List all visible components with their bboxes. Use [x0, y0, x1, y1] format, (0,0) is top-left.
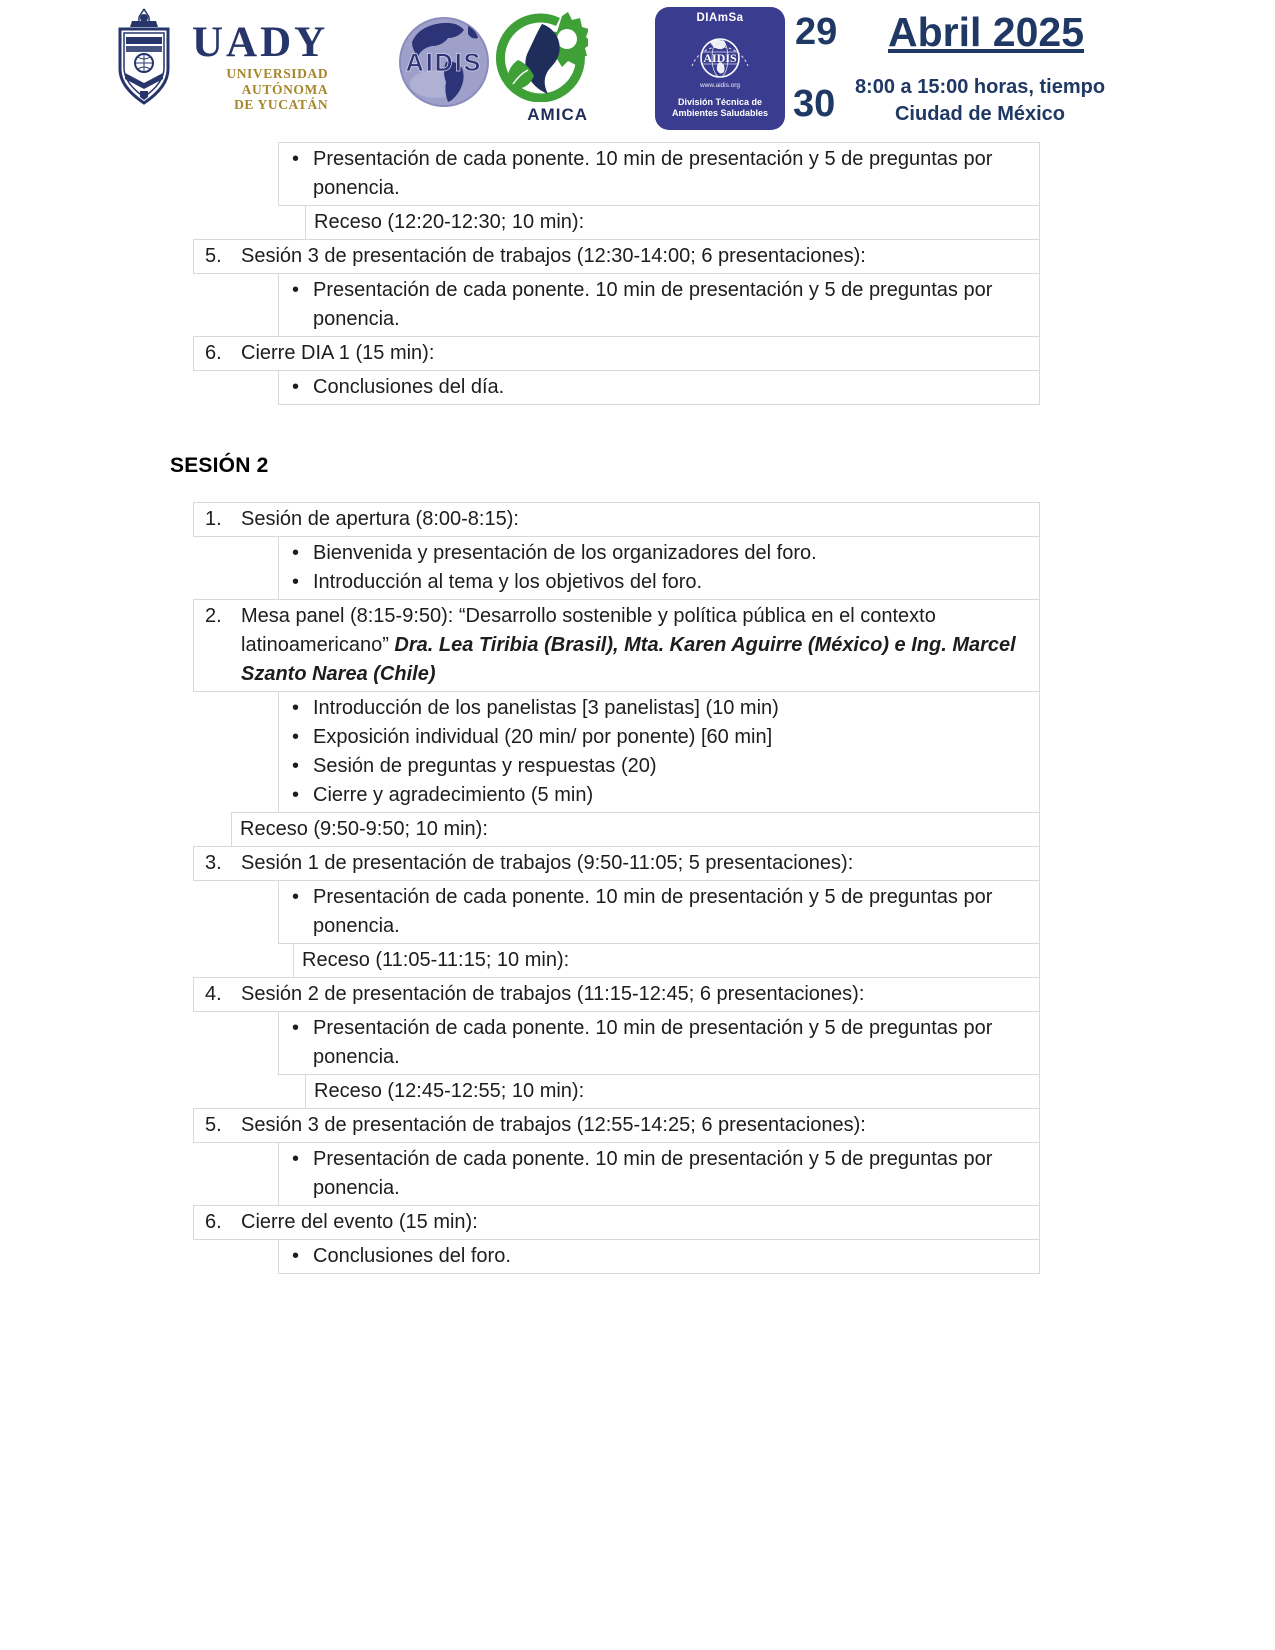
- agenda-bullet-item: Introducción al tema y los objetivos del foro.: [313, 571, 703, 593]
- schedule-row: [278, 536, 1040, 600]
- agenda-bullet-item: Presentación de cada ponente. 10 min de presentación y 5 de preguntas por ponencia.: [313, 1017, 993, 1068]
- agenda-bullet-item: Conclusiones del día.: [313, 376, 505, 398]
- receso-text: Receso (12:20-12:30; 10 min):: [314, 211, 585, 233]
- date-day-29: 29: [795, 11, 838, 53]
- agenda-bullet-item: Presentación de cada ponente. 10 min de presentación y 5 de preguntas por ponencia.: [313, 148, 993, 199]
- item-number: 6.: [205, 1211, 222, 1233]
- uady-logo-text: [192, 19, 329, 113]
- bullet-icon: [279, 145, 313, 203]
- item-text: Sesión de apertura (8:00-8:15):: [241, 508, 519, 530]
- item-number: 6.: [205, 342, 222, 364]
- diamsa-title: DIAmSa: [696, 12, 744, 24]
- schedule-row-mesa-panel: [193, 599, 1040, 692]
- amica-emblem-icon: [496, 10, 588, 102]
- schedule-row: [278, 691, 1040, 813]
- schedule-row: [278, 370, 1040, 405]
- diamsa-globe-icon: [684, 24, 756, 96]
- bullet-icon: [279, 539, 313, 568]
- agenda-bullet-item: Introducción de los panelistas [3 panelistas] (10 min): [313, 697, 779, 719]
- date-month-year: Abril 2025: [888, 9, 1084, 55]
- bullet-icon: [279, 781, 313, 810]
- item-number: 4.: [205, 983, 222, 1005]
- bullet-icon: [279, 694, 313, 723]
- amica-wordmark: AMICA: [527, 105, 588, 124]
- schedule-row: [278, 1011, 1040, 1075]
- agenda-content: [170, 143, 1040, 1274]
- date-day-30: 30: [793, 83, 836, 125]
- mesa-panel-text: Mesa panel (8:15-9:50): “Desarrollo sostenible y política pública en el contexto latinoamericano”: [241, 605, 936, 656]
- section-2-heading: SESIÓN 2: [170, 454, 269, 477]
- aidis-wordmark: AIDIS: [405, 49, 483, 77]
- item-number: 3.: [205, 852, 222, 874]
- schedule-row: [193, 977, 1040, 1012]
- schedule-row: [278, 142, 1040, 206]
- item-text: [241, 602, 1031, 689]
- diamsa-division-label: División Técnica de Ambientes Saludables: [671, 97, 769, 118]
- diamsa-badge: [655, 7, 785, 130]
- item-text: Cierre DIA 1 (15 min):: [241, 342, 435, 364]
- bullet-icon: [279, 373, 313, 402]
- bullet-icon: [279, 1242, 313, 1271]
- schedule-row: [193, 502, 1040, 537]
- uady-shield-icon: [112, 7, 176, 109]
- agenda-bullet-item: Conclusiones del foro.: [313, 1245, 511, 1267]
- aidis-globe-icon: [398, 16, 490, 108]
- receso-text: Receso (9:50-9:50; 10 min):: [240, 818, 488, 840]
- item-number: 5.: [205, 245, 222, 267]
- schedule-row: [193, 846, 1040, 881]
- receso-text: Receso (11:05-11:15; 10 min):: [302, 949, 570, 971]
- item-text: Cierre del evento (15 min):: [241, 1211, 478, 1233]
- diamsa-aidis-label: AIDIS: [703, 51, 737, 65]
- page-header: [0, 0, 1275, 143]
- agenda-table-day1: [193, 142, 1040, 405]
- mesa-panel-speakers: Dra. Lea Tiribia (Brasil), Mta. Karen Aguirre (México) e Ing. Marcel Szanto Narea (Chile): [241, 634, 1016, 685]
- agenda-table-day2: [193, 502, 1040, 1274]
- agenda-bullet-item: Presentación de cada ponente. 10 min de presentación y 5 de preguntas por ponencia.: [313, 1148, 993, 1199]
- uady-logo: [112, 7, 328, 113]
- bullet-icon: [279, 276, 313, 334]
- bullet-icon: [279, 752, 313, 781]
- schedule-row: [278, 880, 1040, 944]
- bullet-icon: [279, 568, 313, 597]
- uady-fullname: UNIVERSIDAD AUTÓNOMA DE YUCATÁN: [226, 66, 329, 112]
- agenda-bullet-item: Exposición individual (20 min/ por ponente) [60 min]: [313, 726, 773, 748]
- agenda-bullet-item: Cierre y agradecimiento (5 min): [313, 784, 594, 806]
- item-text: Sesión 1 de presentación de trabajos (9:50-11:05; 5 presentaciones):: [241, 852, 854, 874]
- schedule-row: [193, 1205, 1040, 1240]
- schedule-row-receso: [305, 205, 1040, 240]
- item-number: 5.: [205, 1114, 222, 1136]
- schedule-row: [193, 336, 1040, 371]
- schedule-row-receso: [231, 812, 1040, 847]
- schedule-row: [193, 1108, 1040, 1143]
- item-text: Sesión 3 de presentación de trabajos (12:30-14:00; 6 presentaciones):: [241, 245, 866, 267]
- item-number: 2.: [205, 605, 222, 627]
- amica-logo: [496, 10, 590, 125]
- item-number: 1.: [205, 508, 222, 530]
- uady-acronym: UADY: [192, 19, 329, 66]
- schedule-row: [278, 1239, 1040, 1274]
- diamsa-url: www.aidis.org: [699, 82, 741, 89]
- item-text: Sesión 2 de presentación de trabajos (11:15-12:45; 6 presentaciones):: [241, 983, 865, 1005]
- bullet-icon: [279, 1145, 313, 1203]
- bullet-icon: [279, 723, 313, 752]
- agenda-bullet-item: Presentación de cada ponente. 10 min de presentación y 5 de preguntas por ponencia.: [313, 279, 993, 330]
- agenda-bullet-item: Presentación de cada ponente. 10 min de presentación y 5 de preguntas por ponencia.: [313, 886, 993, 937]
- aidis-logo: [398, 16, 490, 113]
- item-text: Sesión 3 de presentación de trabajos (12:55-14:25; 6 presentaciones):: [241, 1114, 866, 1136]
- agenda-bullet-item: Sesión de preguntas y respuestas (20): [313, 755, 657, 777]
- schedule-row: [278, 273, 1040, 337]
- schedule-row-receso: [305, 1074, 1040, 1109]
- schedule-row: [278, 1142, 1040, 1206]
- bullet-icon: [279, 1014, 313, 1072]
- schedule-row-receso: [293, 943, 1040, 978]
- bullet-icon: [279, 883, 313, 941]
- receso-text: Receso (12:45-12:55; 10 min):: [314, 1080, 585, 1102]
- event-time: 8:00 a 15:00 horas, tiempo Ciudad de México: [854, 76, 1106, 125]
- agenda-bullet-item: Bienvenida y presentación de los organizadores del foro.: [313, 542, 817, 564]
- schedule-row: [193, 239, 1040, 274]
